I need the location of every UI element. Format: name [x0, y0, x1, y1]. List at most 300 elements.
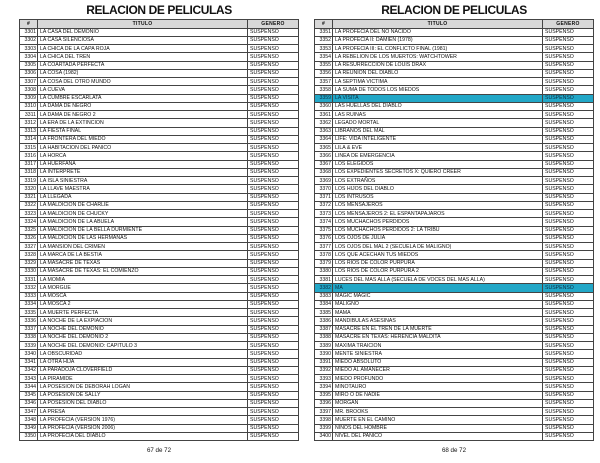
row-title: LA ISLA SINIESTRA: [38, 177, 248, 185]
table-row: [20, 168, 299, 176]
table-row: [315, 86, 594, 94]
row-title: LA MASACRE DE TEXAS: EL COMIENZO: [38, 267, 248, 275]
table-row: [20, 78, 299, 86]
row-genre: SUSPENSO: [248, 61, 299, 69]
row-title: NIVEL DEL PANICO: [333, 432, 543, 440]
table-row-highlighted: [315, 94, 594, 102]
row-title: LA LLAVE MAESTRA: [38, 185, 248, 193]
row-number: 3329: [20, 259, 38, 267]
row-number: 3384: [315, 300, 333, 308]
row-genre: SUSPENSO: [248, 432, 299, 440]
table-row: [315, 226, 594, 234]
table-row: [315, 267, 594, 275]
row-number: 3328: [20, 251, 38, 259]
table-row: [20, 243, 299, 251]
row-genre: SUSPENSO: [543, 375, 594, 383]
row-number: 3346: [20, 399, 38, 407]
row-number: 3399: [315, 424, 333, 432]
table-row: [20, 391, 299, 399]
row-title: LUCES DEL MAS ALLA (SECUELA DE VOCES DEL MAS ALLA): [333, 276, 543, 284]
table-row: [315, 160, 594, 168]
row-number: 3314: [20, 135, 38, 143]
row-number: 3352: [315, 36, 333, 44]
row-genre: SUSPENSO: [248, 259, 299, 267]
table-row: [315, 210, 594, 218]
row-number: 3311: [20, 111, 38, 119]
row-genre: SUSPENSO: [248, 342, 299, 350]
row-number: 3332: [20, 284, 38, 292]
row-number: 3373: [315, 210, 333, 218]
row-genre: SUSPENSO: [543, 86, 594, 94]
row-number: 3365: [315, 144, 333, 152]
row-title: MANDIBULAS ASESINAS: [333, 317, 543, 325]
row-genre: SUSPENSO: [543, 391, 594, 399]
row-genre: SUSPENSO: [543, 152, 594, 160]
table-row: [315, 78, 594, 86]
row-number: 3302: [20, 36, 38, 44]
row-genre: SUSPENSO: [248, 243, 299, 251]
row-genre: SUSPENSO: [543, 218, 594, 226]
row-genre: SUSPENSO: [543, 358, 594, 366]
row-title: LA MANSION DEL CRIMEN: [38, 243, 248, 251]
row-title: LA MOSCA: [38, 292, 248, 300]
table-row: [315, 193, 594, 201]
table-row: [315, 185, 594, 193]
table-row: [315, 259, 594, 267]
row-genre: SUSPENSO: [543, 350, 594, 358]
row-title: MIEDO PROFUNDO: [333, 375, 543, 383]
row-title: LA PROFECIA II: DAMIEN (1978): [333, 36, 543, 44]
row-number: 3336: [20, 317, 38, 325]
row-title: LA ERA DE LA EXTINCION: [38, 119, 248, 127]
row-genre: SUSPENSO: [543, 144, 594, 152]
table-row: [20, 432, 299, 440]
row-genre: SUSPENSO: [543, 168, 594, 176]
row-genre: SUSPENSO: [543, 325, 594, 333]
row-number: 3326: [20, 234, 38, 242]
row-number: 3339: [20, 342, 38, 350]
row-number: 3312: [20, 119, 38, 127]
row-number: 3363: [315, 127, 333, 135]
row-title: MORGAN: [333, 399, 543, 407]
row-genre: SUSPENSO: [543, 383, 594, 391]
column-header-title: TITULO: [38, 20, 248, 29]
row-number: 3348: [20, 416, 38, 424]
table-row: [20, 152, 299, 160]
row-title: LA POSESION DE DEBORAH LOGAN: [38, 383, 248, 391]
row-number: 3389: [315, 342, 333, 350]
row-number: 3357: [315, 78, 333, 86]
row-number: 3366: [315, 152, 333, 160]
row-genre: SUSPENSO: [248, 383, 299, 391]
table-body: [20, 28, 299, 441]
table-row: [315, 309, 594, 317]
row-title: LEGADO MORTAL: [333, 119, 543, 127]
row-number: 3371: [315, 193, 333, 201]
table-row: [20, 177, 299, 185]
row-genre: SUSPENSO: [543, 234, 594, 242]
row-title: LAS RUINAS: [333, 111, 543, 119]
table-row: [20, 267, 299, 275]
row-number: 3380: [315, 267, 333, 275]
row-title: LA COSA DEL OTRO MUNDO: [38, 78, 248, 86]
table-row: [20, 234, 299, 242]
row-genre: SUSPENSO: [543, 127, 594, 135]
row-number: 3386: [315, 317, 333, 325]
row-title: MAMA: [333, 309, 543, 317]
row-genre: SUSPENSO: [248, 177, 299, 185]
row-genre: SUSPENSO: [543, 276, 594, 284]
row-title: LA NOCHE DE LA EXPIACION: [38, 317, 248, 325]
row-title: LA CASA DEL DEMONIO: [38, 28, 248, 36]
row-genre: SUSPENSO: [248, 119, 299, 127]
row-genre: SUSPENSO: [248, 28, 299, 36]
row-number: 3308: [20, 86, 38, 94]
row-number: 3306: [20, 69, 38, 77]
row-title: LOS MUCHACHOS PERDIDOS 2: LA TRIBU: [333, 226, 543, 234]
table-row: [315, 28, 594, 36]
row-title: MASACRE EN TEXAS: HERENCIA MALDITA: [333, 333, 543, 341]
row-title: LA LLEGADA: [38, 193, 248, 201]
row-number: 3331: [20, 276, 38, 284]
table-row: [20, 185, 299, 193]
page-number: 67 de 72: [146, 447, 172, 454]
row-number: 3310: [20, 102, 38, 110]
row-number: 3358: [315, 86, 333, 94]
table-row: [315, 234, 594, 242]
table-row: [315, 45, 594, 53]
table-row: [315, 416, 594, 424]
page-right: [314, 0, 594, 463]
row-genre: SUSPENSO: [248, 350, 299, 358]
table-row: [315, 144, 594, 152]
row-title: LA HABITACION DEL PANICO: [38, 144, 248, 152]
table-row: [315, 366, 594, 374]
row-number: 3345: [20, 391, 38, 399]
row-genre: SUSPENSO: [543, 292, 594, 300]
row-genre: SUSPENSO: [248, 424, 299, 432]
table-row: [315, 391, 594, 399]
row-genre: SUSPENSO: [248, 45, 299, 53]
page-left: [19, 0, 299, 463]
row-title: LA NOCHE DEL DEMONIO: [38, 325, 248, 333]
table-row: [20, 366, 299, 374]
row-genre: SUSPENSO: [248, 86, 299, 94]
row-title: LA NOCHE DEL DEMONIO 2: [38, 333, 248, 341]
row-number: 3347: [20, 408, 38, 416]
row-title: LA SEPTIMA VICTIMA: [333, 78, 543, 86]
row-title: LA RESURRECCION DE LOUIS DRAX: [333, 61, 543, 69]
row-genre: SUSPENSO: [543, 94, 594, 102]
row-genre: SUSPENSO: [248, 333, 299, 341]
table-row: [315, 408, 594, 416]
table-row: [315, 168, 594, 176]
row-genre: SUSPENSO: [543, 78, 594, 86]
row-number: 3323: [20, 210, 38, 218]
row-title: LOS OJOS DE JULIA: [333, 234, 543, 242]
row-genre: SUSPENSO: [543, 284, 594, 292]
page-title: RELACION DE PELICULAS: [381, 3, 527, 17]
column-header-title: TITULO: [333, 20, 543, 29]
row-genre: SUSPENSO: [543, 424, 594, 432]
table-row-highlighted: [315, 284, 594, 292]
row-genre: SUSPENSO: [248, 358, 299, 366]
row-number: 3342: [20, 366, 38, 374]
row-genre: SUSPENSO: [543, 53, 594, 61]
row-genre: SUSPENSO: [543, 193, 594, 201]
row-title: LOS OJOS DEL MAL 2 (SECUELA DE MALIGNO): [333, 243, 543, 251]
row-genre: SUSPENSO: [543, 416, 594, 424]
row-number: 3344: [20, 383, 38, 391]
table-row: [20, 309, 299, 317]
table-row: [315, 135, 594, 143]
row-title: LA CUEVA: [38, 86, 248, 94]
row-genre: SUSPENSO: [248, 408, 299, 416]
row-genre: SUSPENSO: [543, 185, 594, 193]
row-title: MIEDO ABSOLUTO: [333, 358, 543, 366]
row-title: LA CHICA DEL TREN: [38, 53, 248, 61]
row-genre: SUSPENSO: [248, 399, 299, 407]
table-row: [20, 424, 299, 432]
row-title: LA REBELION DE LOS MUERTOS: WATCHTOWER: [333, 53, 543, 61]
row-genre: SUSPENSO: [248, 53, 299, 61]
table-row: [20, 135, 299, 143]
row-title: LA CASA SILENCIOSA: [38, 36, 248, 44]
row-title: LA MOSCA 2: [38, 300, 248, 308]
row-title: LA FIESTA FINAL: [38, 127, 248, 135]
row-title: LA PROFECIA DEL DIABLO: [38, 432, 248, 440]
row-genre: SUSPENSO: [248, 78, 299, 86]
row-title: LA CHICA DE LA CAPA ROJA: [38, 45, 248, 53]
table-row: [20, 325, 299, 333]
row-genre: SUSPENSO: [248, 300, 299, 308]
row-title: LA HORCA: [38, 152, 248, 160]
row-genre: SUSPENSO: [248, 127, 299, 135]
table-row: [315, 218, 594, 226]
row-number: 3351: [315, 28, 333, 36]
row-title: MALIGNO: [333, 300, 543, 308]
row-number: 3338: [20, 333, 38, 341]
row-title: LOS EXPEDIENTES SECRETOS X: QUIERO CREER: [333, 168, 543, 176]
row-genre: SUSPENSO: [248, 366, 299, 374]
table-row: [20, 300, 299, 308]
row-genre: SUSPENSO: [248, 94, 299, 102]
row-number: 3374: [315, 218, 333, 226]
table-row: [20, 259, 299, 267]
row-number: 3307: [20, 78, 38, 86]
table-row: [20, 111, 299, 119]
row-genre: SUSPENSO: [543, 210, 594, 218]
row-number: 3320: [20, 185, 38, 193]
row-number: 3376: [315, 234, 333, 242]
table-row: [315, 177, 594, 185]
table-row: [315, 424, 594, 432]
row-title: LA CUMBRE ESCARLATA: [38, 94, 248, 102]
row-genre: SUSPENSO: [248, 325, 299, 333]
row-title: LA OBSCURIDAD: [38, 350, 248, 358]
row-title: LIBRANOS DEL MAL: [333, 127, 543, 135]
row-genre: SUSPENSO: [248, 135, 299, 143]
row-number: 3313: [20, 127, 38, 135]
table-row: [20, 201, 299, 209]
row-genre: SUSPENSO: [543, 61, 594, 69]
row-number: 3361: [315, 111, 333, 119]
row-title: LAS HUELLAS DEL DIABLO: [333, 102, 543, 110]
row-title: LOS MENSAJEROS: [333, 201, 543, 209]
table-row: [315, 102, 594, 110]
page-title: RELACION DE PELICULAS: [86, 3, 232, 17]
row-genre: SUSPENSO: [248, 69, 299, 77]
row-genre: SUSPENSO: [248, 375, 299, 383]
table-row: [315, 53, 594, 61]
row-number: 3354: [315, 53, 333, 61]
row-number: 3322: [20, 201, 38, 209]
table-row: [20, 408, 299, 416]
row-genre: SUSPENSO: [248, 185, 299, 193]
row-title: NIÑOS DEL HOMBRE: [333, 424, 543, 432]
row-number: 3369: [315, 177, 333, 185]
row-genre: SUSPENSO: [248, 36, 299, 44]
row-title: LA FRONTERA DEL MIEDO: [38, 135, 248, 143]
row-number: 3330: [20, 267, 38, 275]
row-genre: SUSPENSO: [543, 36, 594, 44]
table-row: [315, 292, 594, 300]
table-row: [315, 111, 594, 119]
table-body: [315, 28, 594, 441]
row-title: LA MALDICION DE CHUCKY: [38, 210, 248, 218]
row-title: LA PRESA: [38, 408, 248, 416]
table-row: [315, 69, 594, 77]
row-title: LA MALDICION DE LAS HERMANAS: [38, 234, 248, 242]
table-row: [20, 193, 299, 201]
row-genre: SUSPENSO: [543, 201, 594, 209]
table-row: [315, 358, 594, 366]
row-title: LOS ELEGIDOS: [333, 160, 543, 168]
row-genre: SUSPENSO: [543, 160, 594, 168]
row-number: 3388: [315, 333, 333, 341]
row-genre: SUSPENSO: [248, 416, 299, 424]
row-genre: SUSPENSO: [248, 144, 299, 152]
row-genre: SUSPENSO: [248, 152, 299, 160]
row-title: MAXIMA TRAICION: [333, 342, 543, 350]
row-number: 3378: [315, 251, 333, 259]
table-row: [20, 69, 299, 77]
row-number: 3364: [315, 135, 333, 143]
table-row: [20, 416, 299, 424]
row-genre: SUSPENSO: [248, 391, 299, 399]
row-genre: SUSPENSO: [248, 111, 299, 119]
row-genre: SUSPENSO: [543, 226, 594, 234]
row-title: LA DAMA DE NEGRO: [38, 102, 248, 110]
row-title: LOS QUE ACECHAN TUS MIEDOS: [333, 251, 543, 259]
row-title: LOS RIOS DE COLOR PURPURA 2: [333, 267, 543, 275]
row-genre: SUSPENSO: [543, 366, 594, 374]
table-row: [20, 28, 299, 36]
row-genre: SUSPENSO: [248, 284, 299, 292]
table-row: [20, 399, 299, 407]
row-genre: SUSPENSO: [543, 342, 594, 350]
row-title: LOS INTRUSOS: [333, 193, 543, 201]
table-row: [20, 210, 299, 218]
row-title: LA VISITA: [333, 94, 543, 102]
row-number: 3341: [20, 358, 38, 366]
row-title: LA MALDICION DE LA ABUELA: [38, 218, 248, 226]
row-number: 3350: [20, 432, 38, 440]
table-row: [315, 383, 594, 391]
row-title: LOS HIJOS DEL DIABLO: [333, 185, 543, 193]
row-title: LA MUERTE PERFECTA: [38, 309, 248, 317]
row-title: LA REUNION DEL DIABLO: [333, 69, 543, 77]
row-title: MENTE SINIESTRA: [333, 350, 543, 358]
row-number: 3382: [315, 284, 333, 292]
row-title: LA COARTADA PERFECTA: [38, 61, 248, 69]
row-title: LA PROFECIA (VERSION 1976): [38, 416, 248, 424]
row-number: 3375: [315, 226, 333, 234]
row-title: LILA & EVE: [333, 144, 543, 152]
table-row: [315, 300, 594, 308]
row-number: 3395: [315, 391, 333, 399]
row-number: 3337: [20, 325, 38, 333]
row-title: LA INTERPRETE: [38, 168, 248, 176]
row-number: 3379: [315, 259, 333, 267]
row-number: 3324: [20, 218, 38, 226]
row-title: LA NOCHE DEL DEMONIO: CAPITULO 3: [38, 342, 248, 350]
row-title: LA MASACRE DE TEXAS: [38, 259, 248, 267]
row-number: 3362: [315, 119, 333, 127]
row-genre: SUSPENSO: [248, 201, 299, 209]
table-row: [315, 152, 594, 160]
row-number: 3305: [20, 61, 38, 69]
table-row: [315, 432, 594, 440]
table-header-row: [315, 20, 594, 29]
row-genre: SUSPENSO: [248, 234, 299, 242]
table-row: [20, 61, 299, 69]
row-title: LA DAMA DE NEGRO 2: [38, 111, 248, 119]
row-genre: SUSPENSO: [543, 102, 594, 110]
table-row: [20, 333, 299, 341]
row-genre: SUSPENSO: [248, 160, 299, 168]
row-number: 3381: [315, 276, 333, 284]
row-number: 3319: [20, 177, 38, 185]
table-row: [315, 251, 594, 259]
row-title: LA MOMIA: [38, 276, 248, 284]
row-title: MA: [333, 284, 543, 292]
row-title: LA OTRA HIJA: [38, 358, 248, 366]
row-number: 3391: [315, 358, 333, 366]
row-title: LA MALDICION DE CHARLIE: [38, 201, 248, 209]
row-title: LA COSA (1982): [38, 69, 248, 77]
row-title: LA PROFECIA (VERSION 2006): [38, 424, 248, 432]
row-title: LA PIRAMIDE: [38, 375, 248, 383]
table-row: [315, 399, 594, 407]
row-number: 3359: [315, 94, 333, 102]
row-title: MASACRE EN EL TREN DE LA MUERTE: [333, 325, 543, 333]
column-header-number: #: [20, 20, 38, 29]
table-row: [315, 375, 594, 383]
row-genre: SUSPENSO: [543, 399, 594, 407]
row-number: 3335: [20, 309, 38, 317]
table-row: [20, 375, 299, 383]
row-title: LOS MUCHACHOS PERDIDOS: [333, 218, 543, 226]
row-genre: SUSPENSO: [543, 408, 594, 416]
table-row: [20, 226, 299, 234]
table-row: [20, 102, 299, 110]
row-number: 3349: [20, 424, 38, 432]
row-number: 3333: [20, 292, 38, 300]
movie-table: [314, 19, 594, 441]
row-genre: SUSPENSO: [543, 267, 594, 275]
row-genre: SUSPENSO: [248, 210, 299, 218]
